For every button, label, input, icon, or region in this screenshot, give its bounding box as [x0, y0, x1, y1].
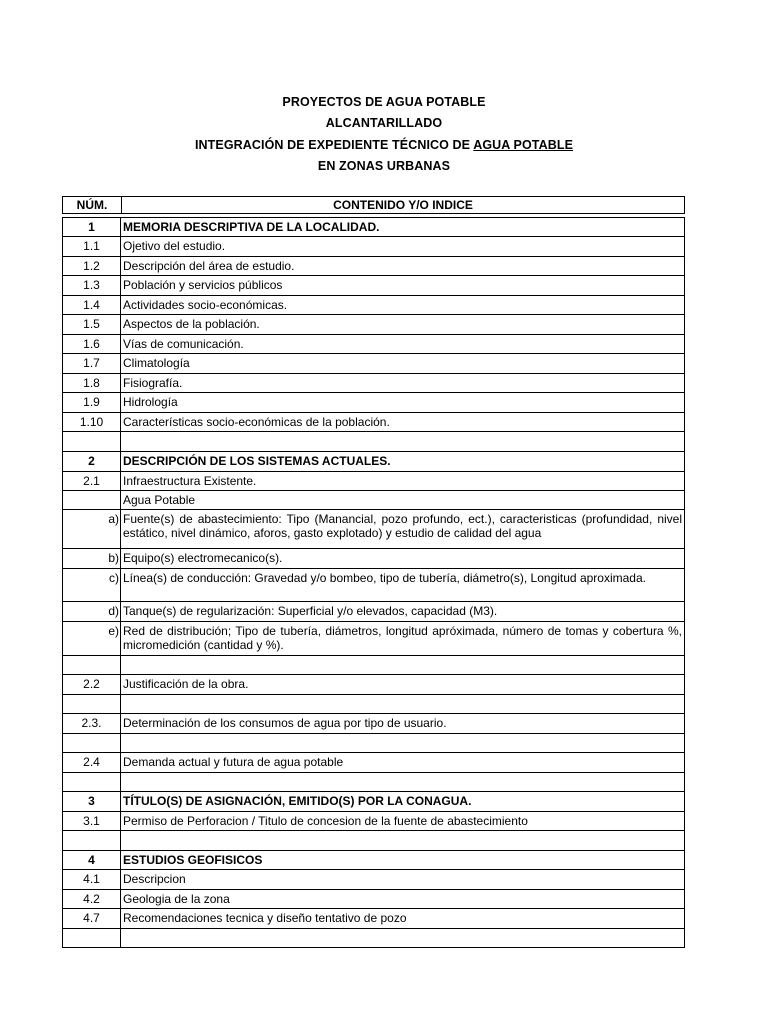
row-number: c): [63, 569, 121, 601]
row-number: 4: [63, 851, 121, 869]
title-line-3-prefix: INTEGRACIÓN DE EXPEDIENTE TÉCNICO DE: [194, 137, 474, 152]
row-content: Red de distribución; Tipo de tubería, diámetros, longitud apróximada, número de tomas y cobertura %, micromedición (cantidad y %).: [123, 624, 682, 652]
row-content: Actividades socio-económicas.: [123, 298, 288, 312]
row-number: [63, 656, 121, 674]
row-number: 1.1: [63, 237, 121, 256]
row-number: 3.1: [63, 812, 121, 830]
section-row: [63, 218, 684, 237]
row-content: Demanda actual y futura de agua potable: [123, 755, 344, 769]
row-content: Infraestructura Existente.: [123, 474, 257, 488]
row-number: 1.3: [63, 276, 121, 295]
row-content: Fuente(s) de abastecimiento: Tipo (Manancial, pozo profundo, ect.), caracteristicas (profundidad, nivel estático, nivel dinámico, aforos, gasto explotado) y estudio de calidad del agua: [123, 512, 682, 540]
row-number: 1.8: [63, 374, 121, 392]
row-number: [63, 831, 121, 850]
table-body: [62, 217, 685, 948]
table-row: [63, 510, 684, 549]
row-content: Tanque(s) de regularización: Superficial y/o elevados, capacidad (M3).: [123, 604, 498, 618]
row-number: 4.2: [63, 890, 121, 908]
row-content: Hidrología: [123, 395, 178, 409]
row-number: 2.2: [63, 675, 121, 694]
table-row: [63, 675, 684, 695]
row-content: [121, 656, 684, 674]
header-content: CONTENIDO Y/O INDICE: [333, 198, 473, 212]
table-row: [63, 374, 684, 393]
table-row: [63, 909, 684, 929]
row-content: Determinación de los consumos de agua por tipo de usuario.: [123, 716, 447, 730]
row-content: [121, 831, 684, 850]
table-row: [63, 870, 684, 890]
section-row: [63, 851, 684, 870]
blank-row: [63, 831, 684, 851]
row-number: 2.1: [63, 472, 121, 490]
row-number: [63, 734, 121, 752]
blank-row: [63, 929, 684, 948]
row-content: [121, 734, 684, 752]
row-content: Características socio-económicas de la población.: [123, 415, 390, 429]
row-content: Permiso de Perforacion / Titulo de concesion de la fuente de abastecimiento: [123, 814, 528, 828]
table-row: [63, 315, 684, 335]
row-content: Agua Potable: [123, 493, 196, 507]
row-content: Geologia de la zona: [123, 892, 230, 906]
row-content: Aspectos de la población.: [123, 317, 260, 331]
content-index-table: [62, 196, 685, 948]
table-row: [63, 296, 684, 315]
row-content: MEMORIA DESCRIPTIVA DE LA LOCALIDAD.: [123, 220, 380, 234]
row-content: Recomendaciones tecnica y diseño tentativo de pozo: [123, 911, 407, 925]
table-row: [63, 393, 684, 413]
row-number: 1.7: [63, 354, 121, 373]
row-number: a): [63, 510, 121, 548]
title-line-3: [0, 135, 768, 156]
table-row: [63, 472, 684, 491]
blank-row: [63, 734, 684, 753]
row-number: 2: [63, 452, 121, 471]
row-content: Descripción del área de estudio.: [123, 259, 295, 273]
table-row: [63, 602, 684, 622]
row-content: Climatología: [123, 356, 190, 370]
row-number: 1.4: [63, 296, 121, 314]
table-row: [63, 753, 684, 773]
header-num: NÚM.: [63, 197, 122, 213]
row-number: 1.9: [63, 393, 121, 412]
table-row: [63, 890, 684, 909]
row-number: 4.7: [63, 909, 121, 928]
row-content: Vías de comunicación.: [123, 337, 244, 351]
row-number: e): [63, 622, 121, 655]
row-content: Ojetivo del estudio.: [123, 239, 226, 253]
blank-row: [63, 773, 684, 792]
row-number: 1.10: [63, 413, 121, 431]
table-row: [63, 276, 684, 296]
table-row: [63, 812, 684, 831]
table-row: [63, 354, 684, 374]
row-content: TÍTULO(S) DE ASIGNACIÓN, EMITIDO(S) POR LA CONAGUA.: [123, 794, 472, 808]
section-row: [63, 792, 684, 812]
table-row: [63, 549, 684, 569]
section-row: [63, 452, 684, 472]
row-content: ESTUDIOS GEOFISICOS: [123, 853, 263, 867]
row-content: [121, 432, 684, 451]
row-content: Fisiografía.: [123, 376, 183, 390]
title-line-1: PROYECTOS DE AGUA POTABLE: [282, 95, 486, 109]
row-content: Línea(s) de conducción: Gravedad y/o bombeo, tipo de tubería, diámetro(s), Longitud aproximada.: [123, 571, 646, 585]
row-number: [63, 773, 121, 791]
row-content: Justificación de la obra.: [123, 677, 249, 691]
row-number: [63, 491, 121, 509]
table-row: [63, 335, 684, 354]
table-row: [63, 413, 684, 432]
row-number: 1.6: [63, 335, 121, 353]
row-number: 1.2: [63, 257, 121, 275]
row-number: [63, 929, 121, 947]
row-content: [121, 773, 684, 791]
row-number: 1: [63, 218, 121, 236]
table-header: [62, 196, 685, 214]
table-row: [63, 237, 684, 257]
row-content: [121, 929, 684, 947]
blank-row: [63, 695, 684, 714]
title-line-4: EN ZONAS URBANAS: [317, 159, 451, 174]
row-number: d): [63, 602, 121, 621]
row-number: 4.1: [63, 870, 121, 889]
row-number: 1.5: [63, 315, 121, 334]
title-line-3-underlined: AGUA POTABLE: [473, 137, 574, 152]
row-number: 2.4: [63, 753, 121, 772]
row-number: 2.3.: [63, 714, 121, 733]
row-content: Población y servicios públicos: [123, 278, 283, 292]
row-number: [63, 695, 121, 713]
row-number: [63, 432, 121, 451]
row-content: Equipo(s) electromecanico(s).: [123, 551, 283, 565]
table-row: [63, 569, 684, 602]
table-row: [63, 491, 684, 510]
table-row: [63, 257, 684, 276]
title-line-2: ALCANTARILLADO: [325, 116, 443, 131]
table-row: [63, 714, 684, 734]
row-content: [121, 695, 684, 713]
row-content: DESCRIPCIÓN DE LOS SISTEMAS ACTUALES.: [123, 454, 391, 468]
document-title-block: [0, 92, 768, 178]
table-row: [63, 622, 684, 656]
blank-row: [63, 432, 684, 452]
row-content: Descripcion: [123, 872, 186, 886]
blank-row: [63, 656, 684, 675]
row-number: 3: [63, 792, 121, 811]
row-number: b): [63, 549, 121, 568]
